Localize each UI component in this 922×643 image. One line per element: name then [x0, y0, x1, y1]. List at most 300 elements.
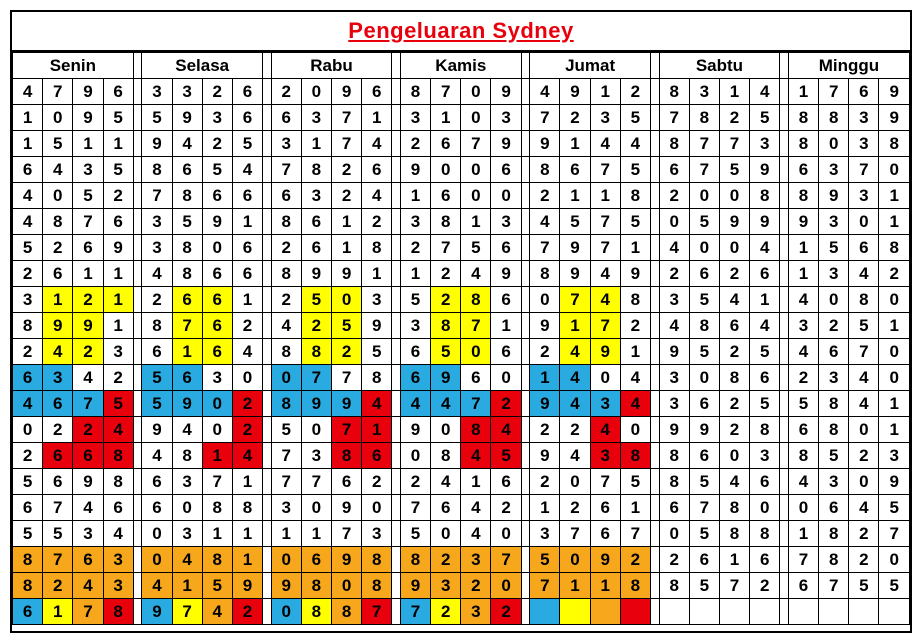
digit-cell: 6	[362, 79, 392, 105]
digit-cell: 4	[491, 417, 521, 443]
digit-cell: 8	[431, 313, 461, 339]
column-gap	[263, 547, 272, 573]
digit-cell: 5	[142, 105, 172, 131]
digit-cell: 9	[530, 131, 560, 157]
digit-cell: 0	[879, 157, 910, 183]
digit-cell: 3	[461, 547, 491, 573]
column-gap	[263, 521, 272, 547]
digit-cell: 1	[719, 547, 749, 573]
column-gap	[780, 79, 789, 105]
digit-cell: 5	[142, 365, 172, 391]
column-gap	[392, 209, 401, 235]
digit-cell: 3	[73, 521, 103, 547]
digit-cell: 1	[879, 391, 910, 417]
digit-cell: 3	[301, 105, 331, 131]
digit-cell: 1	[202, 521, 232, 547]
digit-cell: 1	[530, 365, 560, 391]
column-gap	[263, 53, 272, 79]
digit-cell: 4	[461, 495, 491, 521]
table-row	[13, 287, 910, 313]
digit-cell	[620, 599, 650, 625]
digit-cell: 8	[431, 209, 461, 235]
column-gap	[780, 599, 789, 625]
digit-cell: 4	[530, 209, 560, 235]
digit-cell: 4	[142, 573, 172, 599]
digit-cell: 1	[271, 521, 301, 547]
column-gap	[392, 521, 401, 547]
digit-cell: 0	[719, 235, 749, 261]
digit-cell: 3	[301, 443, 331, 469]
digit-cell: 2	[719, 105, 749, 131]
digit-cell: 6	[400, 365, 430, 391]
digit-cell: 7	[43, 79, 73, 105]
digit-cell: 5	[620, 469, 650, 495]
column-gap	[263, 469, 272, 495]
digit-cell: 5	[301, 287, 331, 313]
digit-cell: 6	[103, 495, 133, 521]
digit-cell: 2	[431, 287, 461, 313]
digit-cell: 2	[43, 573, 73, 599]
column-gap	[780, 183, 789, 209]
column-gap	[392, 287, 401, 313]
digit-cell: 9	[530, 391, 560, 417]
digit-cell: 1	[750, 287, 780, 313]
digit-cell: 4	[719, 469, 749, 495]
digit-cell: 4	[849, 365, 879, 391]
digit-cell: 6	[43, 443, 73, 469]
digit-cell: 8	[13, 547, 43, 573]
digit-cell: 2	[202, 79, 232, 105]
digit-cell: 4	[590, 261, 620, 287]
digit-cell: 0	[879, 547, 910, 573]
digit-cell: 6	[142, 339, 172, 365]
digit-cell: 2	[431, 261, 461, 287]
column-gap	[521, 365, 530, 391]
column-gap	[521, 235, 530, 261]
digit-cell	[689, 599, 719, 625]
digit-cell: 4	[142, 261, 172, 287]
digit-cell: 6	[142, 495, 172, 521]
table-row	[13, 547, 910, 573]
column-gap	[521, 443, 530, 469]
digit-cell: 3	[271, 495, 301, 521]
table-row	[13, 495, 910, 521]
digit-cell: 9	[73, 313, 103, 339]
digit-cell: 1	[232, 469, 262, 495]
column-gap	[521, 599, 530, 625]
digit-cell: 7	[362, 599, 392, 625]
digit-cell: 8	[530, 261, 560, 287]
digit-cell: 7	[590, 209, 620, 235]
column-gap	[392, 131, 401, 157]
column-gap	[780, 521, 789, 547]
table-row	[13, 157, 910, 183]
digit-cell: 1	[620, 495, 650, 521]
column-gap	[392, 391, 401, 417]
digit-cell: 4	[560, 391, 590, 417]
digit-cell: 9	[232, 573, 262, 599]
digit-cell: 7	[530, 105, 560, 131]
digit-cell: 6	[819, 495, 849, 521]
column-gap	[392, 339, 401, 365]
digit-cell: 6	[103, 209, 133, 235]
digit-cell: 3	[400, 209, 430, 235]
column-gap	[780, 53, 789, 79]
digit-cell: 3	[301, 183, 331, 209]
digit-cell: 5	[362, 339, 392, 365]
digit-cell: 6	[232, 235, 262, 261]
digit-cell: 2	[400, 131, 430, 157]
column-gap	[650, 79, 659, 105]
digit-cell: 0	[301, 417, 331, 443]
digit-cell: 2	[620, 547, 650, 573]
digit-cell: 6	[332, 469, 362, 495]
digit-cell: 7	[301, 365, 331, 391]
digit-cell: 7	[73, 391, 103, 417]
digit-cell: 6	[362, 443, 392, 469]
digit-cell: 7	[461, 131, 491, 157]
digit-cell: 0	[332, 287, 362, 313]
digit-cell: 8	[620, 183, 650, 209]
digit-cell: 2	[202, 131, 232, 157]
digit-cell: 9	[788, 209, 818, 235]
column-gap	[650, 521, 659, 547]
digit-cell: 8	[750, 521, 780, 547]
digit-cell: 1	[560, 573, 590, 599]
digit-cell: 4	[750, 79, 780, 105]
digit-cell: 1	[461, 469, 491, 495]
digit-cell: 4	[73, 573, 103, 599]
digit-cell: 7	[202, 469, 232, 495]
digit-cell: 0	[301, 79, 331, 105]
column-gap	[263, 157, 272, 183]
digit-cell: 8	[659, 573, 689, 599]
digit-cell: 8	[879, 131, 910, 157]
digit-cell: 0	[620, 417, 650, 443]
digit-cell: 7	[530, 573, 560, 599]
digit-cell: 0	[271, 599, 301, 625]
digit-cell: 2	[719, 417, 749, 443]
column-gap	[780, 547, 789, 573]
digit-cell: 6	[750, 547, 780, 573]
column-gap	[263, 495, 272, 521]
digit-cell: 9	[301, 261, 331, 287]
digit-cell: 0	[491, 365, 521, 391]
digit-cell: 8	[232, 495, 262, 521]
column-gap	[133, 365, 142, 391]
digit-cell: 2	[659, 547, 689, 573]
digit-cell: 2	[431, 599, 461, 625]
column-gap	[263, 599, 272, 625]
digit-cell: 1	[103, 287, 133, 313]
digit-cell: 3	[849, 183, 879, 209]
digit-cell: 3	[590, 391, 620, 417]
digit-cell: 1	[103, 313, 133, 339]
digit-cell: 8	[431, 443, 461, 469]
digit-cell: 1	[103, 261, 133, 287]
digit-cell: 6	[689, 391, 719, 417]
digit-cell: 8	[819, 417, 849, 443]
digit-cell: 0	[232, 365, 262, 391]
column-gap	[392, 365, 401, 391]
digit-cell: 1	[431, 105, 461, 131]
digit-cell: 0	[43, 105, 73, 131]
digit-cell: 8	[301, 599, 331, 625]
digit-cell: 4	[659, 235, 689, 261]
digit-cell: 9	[332, 547, 362, 573]
digit-cell: 5	[620, 157, 650, 183]
digit-cell: 4	[530, 79, 560, 105]
digit-cell: 6	[431, 495, 461, 521]
table-row	[13, 131, 910, 157]
column-gap	[133, 521, 142, 547]
digit-cell: 3	[819, 209, 849, 235]
digit-cell: 1	[879, 209, 910, 235]
column-gap	[133, 79, 142, 105]
column-gap	[521, 469, 530, 495]
digit-cell: 9	[879, 469, 910, 495]
digit-cell: 3	[431, 573, 461, 599]
column-gap	[780, 365, 789, 391]
column-gap	[650, 547, 659, 573]
digit-cell: 8	[301, 339, 331, 365]
digit-cell: 0	[590, 365, 620, 391]
digit-cell: 9	[332, 495, 362, 521]
digit-cell: 1	[172, 339, 202, 365]
digit-cell: 6	[750, 469, 780, 495]
digit-cell: 3	[689, 79, 719, 105]
digit-cell: 7	[590, 157, 620, 183]
digit-cell	[659, 599, 689, 625]
digit-cell: 5	[103, 391, 133, 417]
column-gap	[392, 547, 401, 573]
column-gap	[392, 105, 401, 131]
digit-cell: 9	[301, 391, 331, 417]
digit-cell: 5	[819, 443, 849, 469]
digit-cell: 3	[590, 105, 620, 131]
digit-cell: 9	[560, 235, 590, 261]
digit-cell: 4	[232, 443, 262, 469]
digit-cell: 2	[560, 105, 590, 131]
digit-cell: 0	[43, 183, 73, 209]
column-gap	[133, 469, 142, 495]
digit-cell: 0	[13, 417, 43, 443]
digit-cell: 2	[879, 261, 910, 287]
digit-cell: 8	[620, 573, 650, 599]
column-gap	[780, 391, 789, 417]
digit-cell: 1	[232, 209, 262, 235]
digit-cell: 8	[659, 469, 689, 495]
digit-cell: 8	[620, 443, 650, 469]
digit-cell: 7	[849, 157, 879, 183]
column-gap	[521, 79, 530, 105]
digit-cell: 8	[750, 183, 780, 209]
digit-cell: 1	[879, 183, 910, 209]
digit-cell: 0	[560, 547, 590, 573]
digit-cell: 6	[202, 313, 232, 339]
digit-cell: 3	[819, 469, 849, 495]
digit-cell: 9	[142, 417, 172, 443]
column-gap	[263, 313, 272, 339]
digit-cell: 9	[400, 573, 430, 599]
digit-cell: 5	[879, 573, 910, 599]
column-gap	[521, 183, 530, 209]
digit-cell: 6	[590, 495, 620, 521]
digit-cell: 2	[103, 365, 133, 391]
digit-cell: 6	[400, 339, 430, 365]
digit-cell: 9	[530, 443, 560, 469]
digit-cell: 5	[530, 547, 560, 573]
digit-cell: 2	[491, 391, 521, 417]
digit-cell: 3	[819, 157, 849, 183]
column-gap	[392, 157, 401, 183]
digit-cell: 6	[232, 105, 262, 131]
digit-cell: 4	[172, 131, 202, 157]
day-header-minggu: Minggu	[788, 53, 909, 79]
digit-cell: 4	[400, 391, 430, 417]
digit-cell: 2	[560, 495, 590, 521]
column-gap	[650, 235, 659, 261]
digit-cell: 1	[202, 443, 232, 469]
digit-cell: 8	[788, 105, 818, 131]
digit-cell	[590, 599, 620, 625]
digit-cell: 3	[103, 573, 133, 599]
digit-cell: 8	[879, 235, 910, 261]
digit-cell: 7	[819, 79, 849, 105]
digit-cell: 6	[301, 547, 331, 573]
digit-cell: 5	[400, 287, 430, 313]
digit-cell: 8	[819, 521, 849, 547]
digit-cell: 9	[659, 339, 689, 365]
digit-cell: 4	[431, 469, 461, 495]
digit-cell: 5	[719, 157, 749, 183]
table-row	[13, 521, 910, 547]
digit-cell: 7	[530, 235, 560, 261]
digit-cell: 7	[271, 157, 301, 183]
digit-cell: 7	[142, 183, 172, 209]
digit-cell: 4	[362, 183, 392, 209]
digit-cell: 4	[103, 417, 133, 443]
digit-cell: 7	[590, 235, 620, 261]
digit-cell: 9	[719, 209, 749, 235]
column-gap	[133, 157, 142, 183]
digit-cell: 9	[689, 417, 719, 443]
digit-cell: 5	[689, 573, 719, 599]
column-gap	[780, 235, 789, 261]
digit-cell: 5	[332, 313, 362, 339]
column-gap	[650, 417, 659, 443]
column-gap	[780, 157, 789, 183]
digit-cell: 2	[719, 261, 749, 287]
digit-cell: 6	[560, 157, 590, 183]
digit-cell: 3	[849, 105, 879, 131]
digit-cell: 6	[849, 79, 879, 105]
digit-cell: 4	[43, 157, 73, 183]
digit-cell: 8	[461, 287, 491, 313]
digit-cell: 2	[142, 287, 172, 313]
digit-cell: 8	[172, 443, 202, 469]
digit-cell: 9	[400, 157, 430, 183]
digit-cell: 4	[271, 313, 301, 339]
digit-cell: 6	[13, 157, 43, 183]
digit-cell: 7	[659, 105, 689, 131]
column-gap	[780, 417, 789, 443]
column-gap	[263, 183, 272, 209]
digit-cell: 4	[43, 339, 73, 365]
digit-cell: 3	[142, 79, 172, 105]
digit-cell: 3	[819, 365, 849, 391]
digit-cell: 5	[689, 287, 719, 313]
digit-cell: 0	[461, 105, 491, 131]
digit-cell: 1	[590, 573, 620, 599]
column-gap	[133, 105, 142, 131]
digit-cell: 2	[431, 547, 461, 573]
digit-cell: 0	[461, 157, 491, 183]
digit-cell: 0	[689, 183, 719, 209]
digit-cell: 7	[172, 313, 202, 339]
column-gap	[263, 339, 272, 365]
digit-cell: 5	[232, 131, 262, 157]
table-row	[13, 79, 910, 105]
digit-cell: 3	[202, 105, 232, 131]
digit-cell	[719, 599, 749, 625]
digit-cell: 8	[362, 547, 392, 573]
column-gap	[521, 417, 530, 443]
digit-cell: 7	[332, 131, 362, 157]
table-row	[13, 599, 910, 625]
digit-cell: 5	[172, 209, 202, 235]
digit-cell: 2	[530, 417, 560, 443]
column-gap	[521, 287, 530, 313]
digit-cell: 7	[849, 339, 879, 365]
digit-cell: 4	[849, 261, 879, 287]
digit-cell: 6	[788, 157, 818, 183]
digit-cell: 2	[73, 287, 103, 313]
column-gap	[521, 209, 530, 235]
digit-cell: 8	[788, 443, 818, 469]
column-gap	[650, 495, 659, 521]
digit-cell: 5	[689, 339, 719, 365]
digit-cell: 2	[659, 261, 689, 287]
column-gap	[133, 573, 142, 599]
digit-cell: 1	[362, 417, 392, 443]
column-gap	[521, 521, 530, 547]
column-gap	[263, 261, 272, 287]
digit-cell: 9	[530, 313, 560, 339]
digit-cell: 6	[43, 391, 73, 417]
digit-cell: 4	[590, 287, 620, 313]
digit-cell: 0	[879, 365, 910, 391]
digit-cell: 6	[103, 79, 133, 105]
column-gap	[392, 183, 401, 209]
digit-cell: 2	[13, 339, 43, 365]
day-header-kamis: Kamis	[400, 53, 521, 79]
digit-cell: 8	[142, 313, 172, 339]
column-gap	[263, 391, 272, 417]
digit-cell: 1	[73, 261, 103, 287]
digit-cell: 7	[431, 235, 461, 261]
digit-cell: 7	[172, 599, 202, 625]
digit-cell	[849, 599, 879, 625]
column-gap	[521, 157, 530, 183]
column-gap	[521, 573, 530, 599]
digit-cell: 7	[590, 313, 620, 339]
column-gap	[650, 209, 659, 235]
digit-cell: 6	[719, 313, 749, 339]
digit-cell: 0	[431, 157, 461, 183]
digit-cell: 4	[788, 469, 818, 495]
column-gap	[780, 209, 789, 235]
